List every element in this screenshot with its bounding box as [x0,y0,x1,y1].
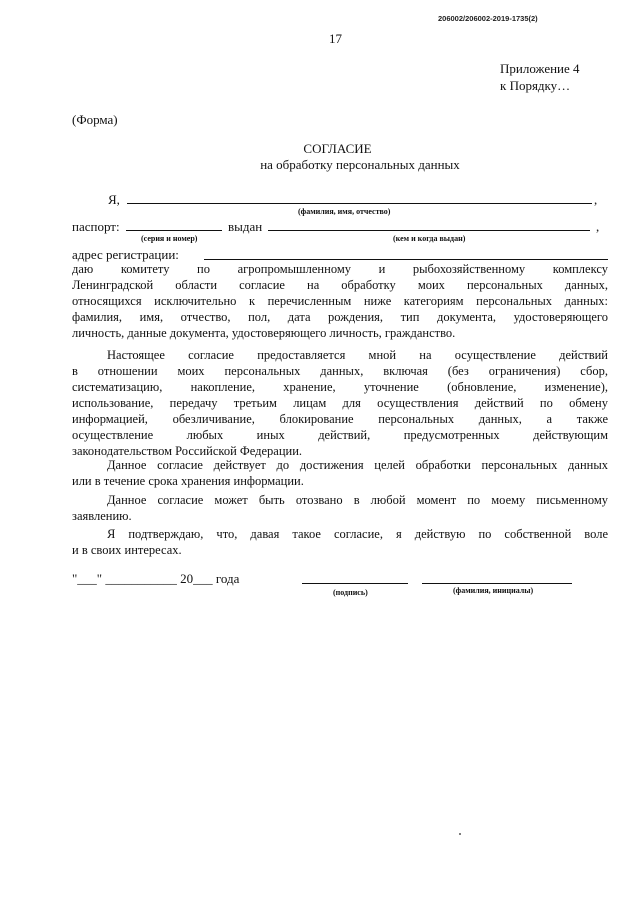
fio-comma: , [594,192,598,207]
form-label: (Форма) [72,112,118,127]
name-initials-caption: (фамилия, инициалы) [453,586,534,595]
issued-label: выдан [228,219,263,234]
paragraph-4-line-2: заявлению. [72,509,132,523]
paragraph-2-line-4: использование, передачу третьим лицам для осуществления действий по обмену [72,396,608,410]
signature-line[interactable] [302,583,408,584]
date-field[interactable]: "___" ___________ 20___ года [72,571,240,586]
address-label: адрес регистрации: [72,247,179,262]
appendix-line-1: Приложение 4 [500,61,580,76]
name-initials-line[interactable] [422,583,572,584]
paragraph-1-line-3: относящихся исключительно к перечисленным ниже категориям персональных данных: [72,294,608,308]
issued-comma: , [596,219,600,234]
paragraph-2-line-6: осуществление любых иных действий, предусмотренных действующим [72,428,608,442]
paragraph-1-line-1: даю комитету по агропромышленному и рыбохозяйственному комплексу [72,262,608,276]
paragraph-3-line-1: Данное согласие действует до достижения целей обработки персональных данных [107,458,608,472]
issued-caption: (кем и когда выдан) [393,234,466,243]
paragraph-2-line-3: систематизацию, накопление, хранение, уточнение (обновление, изменение), [72,380,608,394]
signature-caption: (подпись) [333,588,368,597]
address-line[interactable] [204,259,608,260]
ya-label: Я, [108,192,120,207]
fio-caption: (фамилия, имя, отчество) [298,207,391,216]
scan-speck [459,833,461,835]
document-title: СОГЛАСИЕ [303,141,372,156]
paragraph-2-line-7: законодательством Российской Федерации. [72,444,303,458]
document-subtitle: на обработку персональных данных [260,157,460,172]
page-number: 17 [329,31,342,46]
paragraph-1-line-5: личность, данные документа, удостоверяющего личность, гражданство. [72,326,456,340]
paragraph-2-line-1: Настоящее согласие предоставляется мной на осуществление действий [107,348,608,362]
passport-label: паспорт: [72,219,120,234]
paragraph-2-line-5: информацией, обезличивание, блокирование персональных данных, а также [72,412,608,426]
series-caption: (серия и номер) [141,234,198,243]
paragraph-4-line-1: Данное согласие может быть отозвано в любой момент по моему письменному [107,493,608,507]
passport-series-line[interactable] [126,230,222,231]
appendix-line-2: к Порядку… [500,78,571,93]
paragraph-3-line-2: или в течение срока хранения информации. [72,474,304,488]
paragraph-1-line-4: фамилия, имя, отчество, пол, дата рождения, тип документа, удостоверяющего [72,310,608,324]
fio-line[interactable] [127,203,592,204]
issued-by-line[interactable] [268,230,590,231]
paragraph-5-line-2: и в своих интересах. [72,543,182,557]
paragraph-1-line-2: Ленинградской области согласие на обработку моих персональных данных, [72,278,608,292]
document-id: 206002/206002-2019-1735(2) [438,14,538,23]
paragraph-2-line-2: в отношении моих персональных данных, включая (без ограничения) сбор, [72,364,608,378]
paragraph-5-line-1: Я подтверждаю, что, давая такое согласие, я действую по собственной воле [107,527,608,541]
